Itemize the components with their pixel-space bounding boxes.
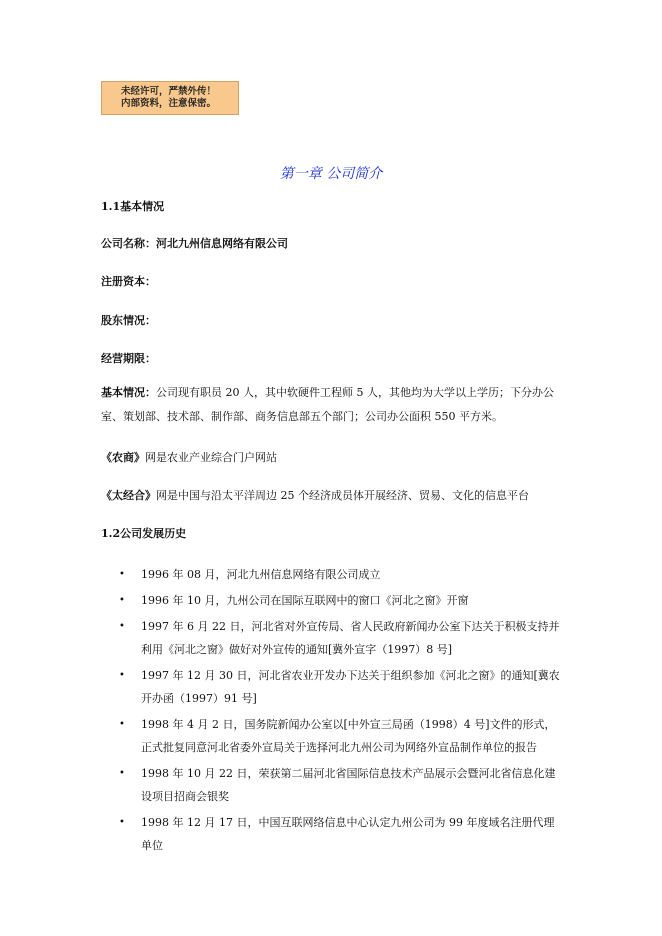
- registered-capital-label: 注册资本：: [101, 275, 156, 288]
- bullet-icon: •: [119, 768, 125, 779]
- site1-row: [101, 450, 277, 466]
- shareholder-label: 股东情况：: [101, 314, 156, 327]
- basic-info-paragraph: [101, 381, 566, 429]
- list-item: • 1997 年 6 月 22 日，河北省对外宣传局、省人民政府新闻办公室下达关于积极支持并利用《河北之窗》做好对外宣传的通知[冀外宣字（1997）8 号]: [101, 615, 563, 661]
- notice-line-2: 内部资料，注意保密。: [121, 98, 217, 109]
- section-heading-basic: 1.1基本情况: [101, 200, 165, 213]
- list-item: • 1996 年 10 月，九州公司在国际互联网中的窗口《河北之窗》开窗: [101, 589, 563, 612]
- list-item: • 1998 年 10 月 22 日，荣获第二届河北省国际信息技术产品展示会暨河北省信息化建设项目招商会银奖: [101, 762, 563, 808]
- site2-desc: 网是中国与沿太平洋周边 25 个经济成员体开展经济、贸易、文化的信息平台: [156, 489, 529, 502]
- site2-row: [101, 488, 529, 504]
- confidential-notice: [101, 81, 239, 115]
- company-name-row: [101, 236, 288, 252]
- section-heading-history: 1.2公司发展历史: [101, 527, 187, 540]
- bullet-icon: •: [119, 621, 125, 632]
- list-item: • 1997 年 12 月 30 日，河北省农业开发办下达关于组织参加《河北之窗》的通知[冀农开办函（1997）91 号]: [101, 664, 563, 710]
- bullet-icon: •: [119, 719, 125, 730]
- notice-line-1: 未经许可，严禁外传！: [121, 86, 217, 97]
- site1-desc: 网是农业产业综合门户网站: [145, 451, 277, 464]
- site1-name: 《农商》: [101, 451, 145, 464]
- company-name-value: 河北九州信息网络有限公司: [156, 237, 288, 250]
- site2-name: 《太经合》: [101, 489, 156, 502]
- list-item: • 1998 年 4 月 2 日，国务院新闻办公室以[中外宣三局函（1998）4 号]文件的形式，正式批复同意河北省委外宣局关于选择河北九州公司为网络外宣品制作单位的报告: [101, 713, 563, 759]
- basic-info-text: 公司现有职员 20 人，其中软硬件工程师 5 人，其他均为大学以上学历；下分办公室、策划部、技术部、制作部、商务信息部五个部门；公司办公面积 550 平方米。: [101, 386, 554, 423]
- bullet-icon: •: [119, 595, 125, 606]
- bullet-icon: •: [119, 670, 125, 681]
- company-name-label: 公司名称：: [101, 237, 156, 250]
- list-item: • 1996 年 08 月，河北九州信息网络有限公司成立: [101, 563, 563, 586]
- chapter-title: 第一章 公司简介: [279, 166, 383, 182]
- history-list: [101, 563, 563, 860]
- bullet-icon: •: [119, 569, 125, 580]
- basic-info-label: 基本情况：: [101, 386, 156, 399]
- business-term-label: 经营期限：: [101, 352, 156, 365]
- list-item: • 1998 年 12 月 17 日，中国互联网络信息中心认定九州公司为 99 年度域名注册代理单位: [101, 811, 563, 857]
- bullet-icon: •: [119, 817, 125, 828]
